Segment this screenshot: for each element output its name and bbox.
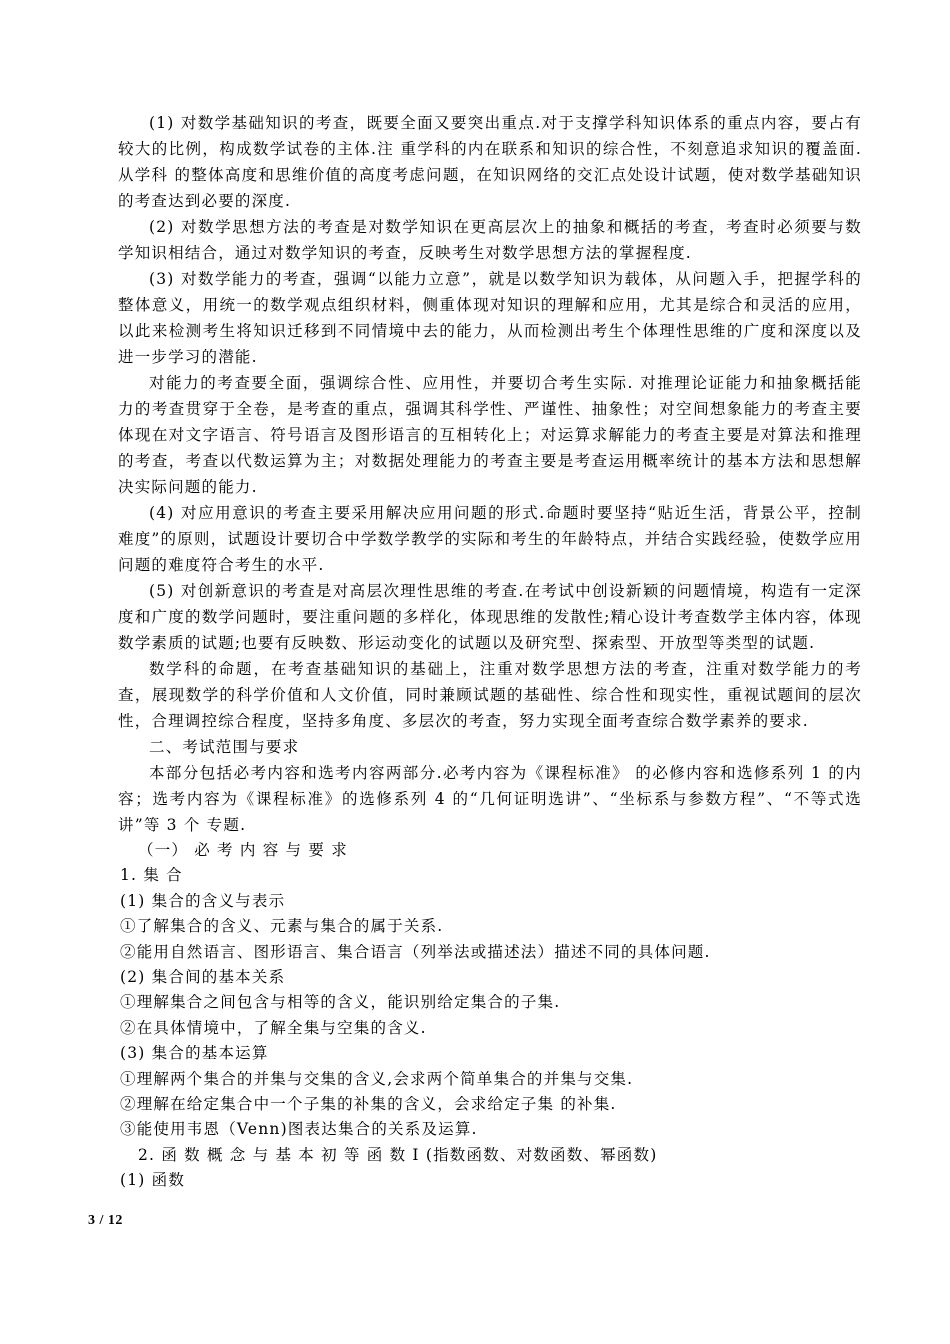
paragraph-scope: 本部分包括必考内容和选考内容两部分.必考内容为《课程标准》 的必修内容和选修系列 1 的内容；选考内容为《课程标准》的选修系列 4 的“几何证明选讲”、“坐标系与参数方程”、“不等式选讲”等 3 个 专题. — [118, 764, 862, 834]
list-item: (2) 集合间的基本关系 — [120, 968, 286, 987]
subsection-heading-required: （一） 必 考 内 容 与 要 求 — [138, 841, 348, 859]
list-item: ②能用自然语言、图形语言、集合语言（列举法或描述法）描述不同的具体问题. — [120, 942, 711, 961]
topic-heading-functions: 2. 函 数 概 念 与 基 本 初 等 函 数 Ⅰ (指数函数、对数函数、幂函数) — [138, 1145, 658, 1164]
paragraph-ability: (3) 对数学能力的考查，强调“以能力立意”，就是以数学知识为载体，从问题入手，把握学科的整体意义，用统一的数学观点组织材料，侧重体现对知识的理解和应用，尤其是综合和灵活的应用，以此来检测考生将知识迁移到不同情境中去的能力，从而检测出考生个体理性思维的广度和深度以及进一步学习的潜能. — [118, 270, 862, 366]
section-heading-scope: 二、考试范围与要求 — [149, 738, 300, 756]
document-body — [118, 110, 862, 1194]
paragraph-ability-assessment: 对能力的考查要全面，强调综合性、应用性，并要切合考生实际. 对推理论证能力和抽象概括能力的考查贯穿于全卷，是考查的重点，强调其科学性、严谨性、抽象性；对空间想象能力的考查主要体现在对文字语言、符号语言及图形语言的互相转化上；对运算求解能力的考查主要是对算法和推理的考查，考查以代数运算为主；对数据处理能力的考查主要是考查运用概率统计的基本方法和思想解决实际问题的能力. — [118, 374, 862, 496]
paragraph-innovation: (5) 对创新意识的考查是对高层次理性思维的考查.在考试中创设新颖的问题情境，构造有一定深度和广度的数学问题时，要注重问题的多样化，体现思维的发散性;精心设计考查数学主体内容，体现数学素质的试题;也要有反映数、形运动变化的试题以及研究型、探索型、开放型等类型的试题. — [118, 582, 862, 652]
paragraph-knowledge: (1) 对数学基础知识的考查，既要全面又要突出重点.对于支撑学科知识体系的重点内容，要占有较大的比例，构成数学试卷的主体.注 重学科的内在联系和知识的综合性，不刻意追求知识的覆盖面.从学科 的整体高度和思维价值的高度考虑问题，在知识网络的交汇点处设计试题，使对数学基础知识的考查达到必要的深度. — [118, 114, 862, 210]
list-item: (1) 函数 — [120, 1171, 186, 1190]
paragraph-thinking-methods: (2) 对数学思想方法的考查是对数学知识在更高层次上的抽象和概括的考查，考查时必须要与数学知识相结合，通过对数学知识的考查，反映考生对数学思想方法的掌握程度. — [118, 218, 862, 262]
list-item: ①理解两个集合的并集与交集的含义,会求两个简单集合的并集与交集. — [120, 1069, 634, 1088]
list-item: ②理解在给定集合中一个子集的补集的含义，会求给定子集 的补集. — [120, 1095, 617, 1114]
list-item: ②在具体情境中，了解全集与空集的含义. — [120, 1018, 427, 1037]
paragraph-summary: 数学科的命题，在考查基础知识的基础上，注重对数学思想方法的考查，注重对数学能力的考查，展现数学的科学价值和人文价值，同时兼顾试题的基础性、综合性和现实性，重视试题间的层次性，合理调控综合程度，坚持多角度、多层次的考查，努力实现全面考查综合数学素养的要求. — [118, 660, 862, 730]
topic-heading-sets: 1. 集 合 — [120, 866, 183, 885]
list-item: ①理解集合之间包含与相等的含义，能识别给定集合的子集. — [120, 993, 561, 1012]
list-item: ①了解集合的含义、元素与集合的属于关系. — [120, 917, 444, 936]
paragraph-application: (4) 对应用意识的考查主要采用解决应用问题的形式.命题时要坚持“贴近生活，背景公平，控制难度”的原则，试题设计要切合中学数学教学的实际和考生的年龄特点，并结合实践经验，使数学应用问题的难度符合考生的水平. — [118, 504, 862, 574]
list-item: (3) 集合的基本运算 — [120, 1044, 269, 1063]
list-item: (1) 集合的含义与表示 — [120, 891, 286, 910]
list-item: ③能使用韦恩（Venn)图表达集合的关系及运算. — [120, 1120, 478, 1139]
page-number: 3 / 12 — [88, 1213, 123, 1228]
